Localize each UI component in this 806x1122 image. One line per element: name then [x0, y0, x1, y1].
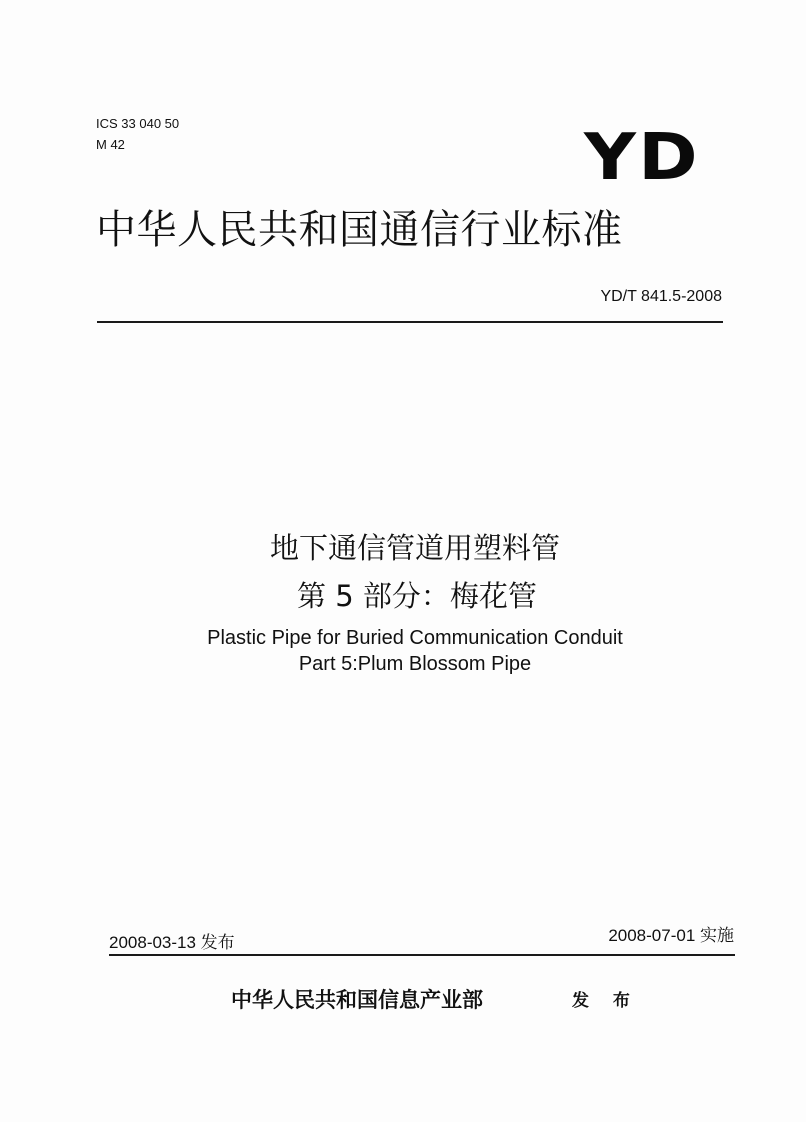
standard-type-title: 中华人民共和国通信行业标准: [96, 207, 623, 253]
issuer-action: 发 布: [572, 991, 639, 1011]
footer-divider: [109, 954, 735, 956]
standard-number: YD/T 841.5-2008: [600, 288, 722, 305]
classification-codes: [96, 113, 179, 155]
document-subtitle-cn: 第 5 部分：梅花管: [297, 579, 537, 613]
implementation-date: 2008-07-01 实施: [608, 926, 734, 945]
document-subtitle-en: Part 5:Plum Blossom Pipe: [298, 653, 532, 675]
yd-standard-mark: YD: [584, 121, 700, 195]
issue-date: 2008-03-13 发布: [109, 933, 235, 952]
issuing-authority: 中华人民共和国信息产业部: [231, 987, 483, 1012]
document-title-en: Plastic Pipe for Buried Communication Conduit: [207, 627, 623, 649]
ics-code: ICS 33 040 50: [96, 116, 180, 131]
category-code: M 42: [96, 137, 125, 152]
header-divider: [97, 321, 723, 323]
document-title-cn: 地下通信管道用塑料管: [269, 531, 560, 565]
